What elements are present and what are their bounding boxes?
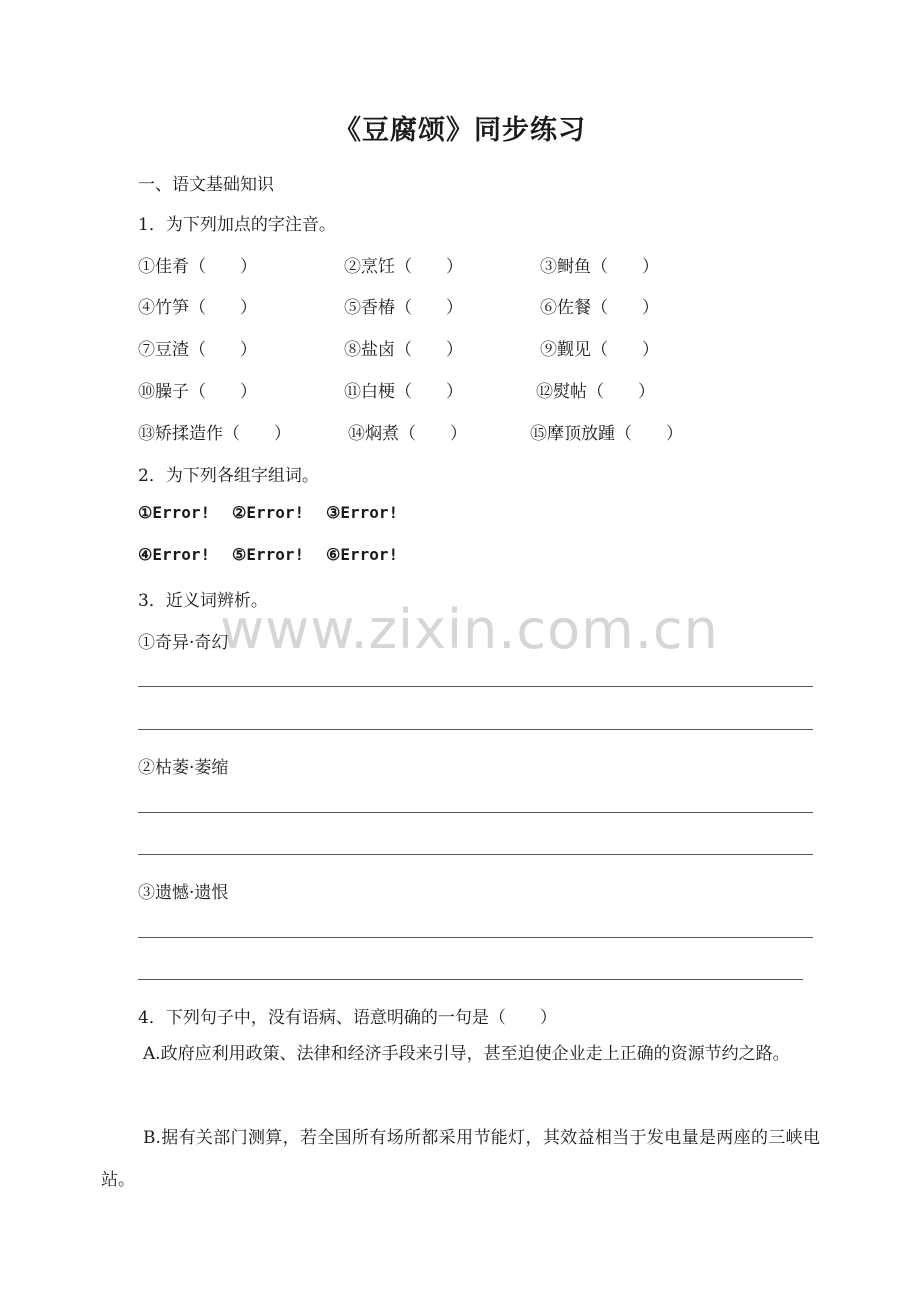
synonym-pair: ③遗憾·遗恨 [138, 883, 229, 903]
synonym-pair: ①奇异·奇幻 [138, 633, 229, 653]
pinyin-item: ⑤香椿（ ） [344, 298, 463, 318]
question-4-prompt: 4．下列句子中，没有语病、语意明确的一句是（ ） [138, 1008, 557, 1028]
word-group-item: ⑥Error! [326, 545, 399, 564]
pinyin-item: ①佳肴（ ） [138, 257, 257, 277]
option-a: A.政府应利用政策、法律和经济手段来引导，甚至迫使企业走上正确的资源节约之路。 [143, 1044, 790, 1064]
pinyin-item: ⑩臊子（ ） [138, 382, 257, 402]
pinyin-item: ⑧盐卤（ ） [344, 340, 463, 360]
answer-line [138, 979, 803, 980]
pinyin-item: ⑮摩顶放踵（ ） [530, 424, 683, 444]
answer-line [138, 937, 813, 938]
pinyin-item: ⑭焖煮（ ） [348, 424, 467, 444]
word-group-item: ⑤Error! [232, 545, 305, 564]
pinyin-item: ⑦豆渣（ ） [138, 340, 257, 360]
pinyin-item: ⑪白梗（ ） [344, 382, 463, 402]
word-group-item: ②Error! [232, 503, 305, 522]
word-group-item: ①Error! [138, 503, 211, 522]
page-title: 《豆腐颂》同步练习 [334, 115, 586, 146]
pinyin-item: ⑨觐见（ ） [540, 340, 659, 360]
pinyin-item: ⑥佐餐（ ） [540, 298, 659, 318]
answer-line [138, 854, 813, 855]
question-2-prompt: 2．为下列各组字组词。 [138, 466, 319, 486]
option-b: B.据有关部门测算，若全国所有场所都采用节能灯，其效益相当于发电量是两座的三峡电站。 [101, 1128, 820, 1190]
word-group-item: ④Error! [138, 545, 211, 564]
word-group-item: ③Error! [326, 503, 399, 522]
answer-line [138, 686, 813, 687]
synonym-pair: ②枯萎·萎缩 [138, 758, 229, 778]
pinyin-item: ⑫熨帖（ ） [536, 382, 655, 402]
question-1-prompt: 1．为下列加点的字注音。 [138, 215, 336, 235]
pinyin-item: ⑬矫揉造作（ ） [138, 424, 291, 444]
watermark: www.zixin.com.cn [220, 598, 719, 661]
pinyin-item: ④竹笋（ ） [138, 298, 257, 318]
pinyin-item: ③鲥鱼（ ） [540, 257, 659, 277]
answer-line [138, 729, 813, 730]
question-3-prompt: 3．近义词辨析。 [138, 591, 268, 611]
answer-line [138, 812, 813, 813]
section-heading: 一、语文基础知识 [138, 175, 274, 195]
pinyin-item: ②烹饪（ ） [344, 257, 463, 277]
